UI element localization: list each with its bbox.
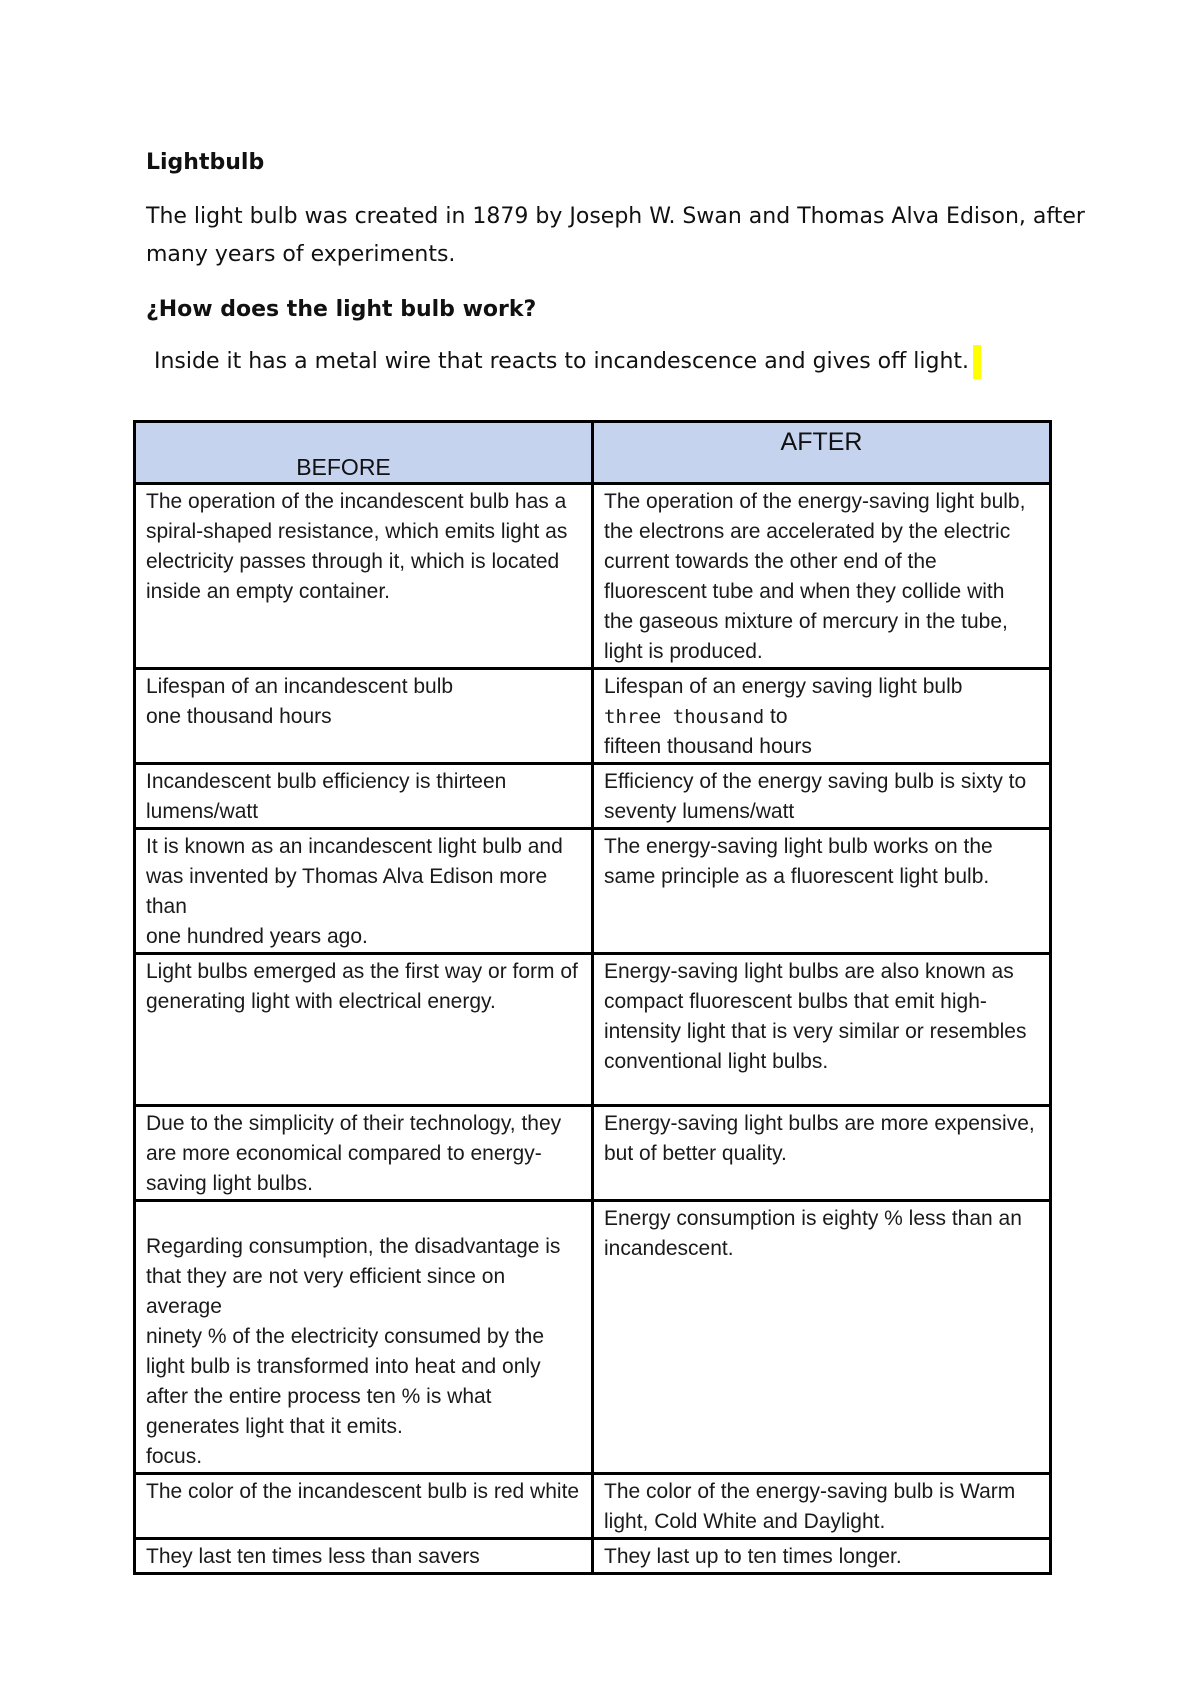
table-row [135,1539,1051,1574]
cell-after: Energy consumption is eighty % less than an incandescent. [593,1201,1051,1474]
cell-line: focus. [146,1445,203,1468]
table-header-row [135,422,1051,484]
cell-line: fifteen thousand hours [604,735,812,758]
table-row [135,669,1051,764]
header-after [593,422,1051,484]
cell-after: Energy-saving light bulbs are more expensive, but of better quality. [593,1106,1051,1201]
cell-before [135,1201,593,1474]
table-row [135,1106,1051,1201]
page-title: Lightbulb [146,150,265,175]
answer-text: Inside it has a metal wire that reacts to incandescence and gives off light. [154,349,970,374]
comparison-table [133,420,1052,1575]
cell-line: Lifespan of an incandescent bulb [146,675,454,698]
cell-after: The operation of the energy-saving light bulb, the electrons are accelerated by the electric current towards the other end of the fluorescent tube and when they collide with the gaseous mixture of mercury in the tube, light is produced. [593,484,1051,669]
cell-line: one thousand hours [146,705,332,728]
cell-before: Due to the simplicity of their technology, they are more economical compared to energy-saving light bulbs. [135,1106,593,1201]
cell-before: The color of the incandescent bulb is red white [135,1474,593,1539]
cell-line: Regarding consumption, the disadvantage is that they are not very efficient since on average [146,1235,567,1318]
answer-paragraph [154,345,981,379]
cell-line [604,702,1039,732]
cell-line: ninety % of the electricity consumed by the light bulb is transformed into heat and only after the entire process ten % is what generates light that it emits. [146,1325,550,1438]
table-row [135,1474,1051,1539]
table-row [135,484,1051,669]
cell-after: Efficiency of the energy saving bulb is sixty to seventy lumens/watt [593,764,1051,829]
table-row [135,829,1051,954]
cell-before: Light bulbs emerged as the first way or form of generating light with electrical energy. [135,954,593,1106]
table-row [135,954,1051,1106]
cell-line: one hundred years ago. [146,925,368,948]
intro-paragraph: The light bulb was created in 1879 by Joseph W. Swan and Thomas Alva Edison, after many years of experiments. [146,204,1085,267]
cell-after: Energy-saving light bulbs are also known as compact fluorescent bulbs that emit high-intensity light that is very similar or resembles conventional light bulbs. [593,954,1051,1106]
question-heading: ¿How does the light bulb work? [146,297,537,322]
cell-line: It is known as an incandescent light bulb and was invented by Thomas Alva Edison more than [146,835,569,918]
header-before [135,422,593,484]
mono-text: three thousand [604,706,765,728]
cell-text: to [764,705,788,728]
cell-after: The energy-saving light bulb works on the same principle as a fluorescent light bulb. [593,829,1051,954]
cell-after [593,669,1051,764]
cell-before [135,669,593,764]
header-after-label: AFTER [780,428,863,456]
cell-after: The color of the energy-saving bulb is Warm light, Cold White and Daylight. [593,1474,1051,1539]
table-row [135,764,1051,829]
cell-before: Incandescent bulb efficiency is thirteen lumens/watt [135,764,593,829]
header-before-label: BEFORE [296,454,391,480]
cell-before: They last ten times less than savers [135,1539,593,1574]
cell-after: They last up to ten times longer. [593,1539,1051,1574]
cell-line: Lifespan of an energy saving light bulb [604,675,963,698]
text-cursor-highlight [973,345,981,379]
table-row [135,1201,1051,1474]
cell-before: The operation of the incandescent bulb has a spiral-shaped resistance, which emits light as electricity passes through it, which is located inside an empty container. [135,484,593,669]
cell-before [135,829,593,954]
